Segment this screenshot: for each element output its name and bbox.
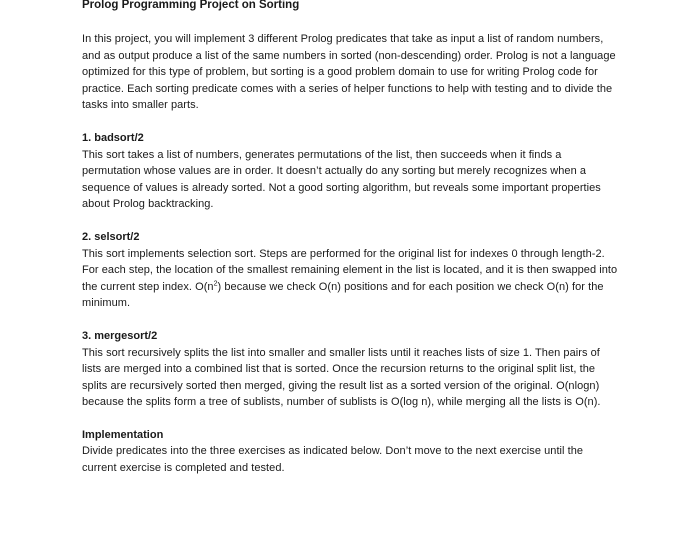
superscript-two: 2 [213,280,218,288]
section-heading-mergesort: 3. mergesort/2 [82,329,158,342]
document-title: Prolog Programming Project on Sorting [82,0,300,11]
selsort-body-part-2: ) because we check O(n) positions and for each position we check O(n) for the minimum. [82,280,604,310]
section-heading-implementation: Implementation [82,428,164,441]
section-implementation [82,427,618,477]
section-body-selsort [82,246,618,312]
selsort-body-part-1: This sort implements selection sort. Steps are performed for the original list for indexes 0 through length-2. For each step, the location of the smallest remaining element in the list is located, and it is then swapped into the current step index. O(n [82,247,618,293]
section-body-badsort: This sort takes a list of numbers, generates permutations of the list, then succeeds when it finds a permutation whose values are in order. It doesn’t actually do any sorting but merely recognizes when a sequence of values is already sorted. Not a good sorting algorithm, but reveals some important properties about Prolog backtracking. [82,148,601,211]
section-heading-badsort: 1. badsort/2 [82,131,144,144]
intro-paragraph: In this project, you will implement 3 different Prolog predicates that take as input a list of random numbers, and as output produce a list of the same numbers in sorted (non-descending) order. Prolog is not a language optimized for this type of problem, but sorting is a good problem domain to use for writing Prolog code for practice. Each sorting predicate comes with a series of helper functions to help with testing and to divide the tasks into smaller parts. [82,33,616,112]
section-body-mergesort: This sort recursively splits the list into smaller and smaller lists until it reaches lists of size 1. Then pairs of lists are merged into a combined list that is sorted. Once the recursion returns to the original split list, the splits are recursively sorted then merged, giving the result list as a sorted version of the original. O(nlogn) because the splits form a tree of sublists, number of sublists is O(log n), while merging all the lists is O(n). [82,346,601,409]
section-body-implementation: Divide predicates into the three exercises as indicated below. Don’t move to the next exercise until the current exercise is completed and tested. [82,445,584,475]
section-mergesort [82,328,618,411]
section-badsort [82,130,618,213]
section-heading-selsort: 2. selsort/2 [82,230,140,243]
section-selsort [82,229,618,312]
